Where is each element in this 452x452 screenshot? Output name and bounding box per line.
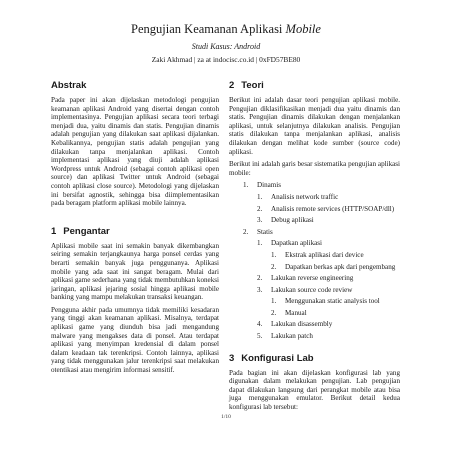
list-label: Manual [285,308,307,317]
lab-heading [229,353,400,365]
spacer [51,212,219,226]
list-item [271,263,400,272]
list-item [257,205,400,214]
list-item [271,309,400,318]
intro-number: 1 [51,225,57,237]
list-label: Debug aplikasi [271,216,314,225]
intro-heading [51,226,219,238]
list-item [257,320,400,329]
list-number: 1. [257,239,263,248]
list-item [257,239,400,271]
list-item [257,216,400,225]
list-label: Dapatkan aplikasi [271,239,323,248]
theory-paragraph-1: Berikut ini adalah dasar teori pengujian aplikasi mobile. Pengujian diklasifikasikan menjadi dua yaitu dinamis dan statis. Pengujian dinamis dilakukan dengan menjalankan aplikasi, untuk selanjutnya dilakukan analisis. Pengujian statis dilakukan tanpa menjalankan aplikasi, analisis dilakukan dengan melihat kode sumber (source code) aplikasi. [229,96,400,156]
list-number: 1. [271,297,277,306]
theory-heading-text: Teori [241,80,264,91]
list-number: 1. [257,192,263,201]
list-item [257,332,400,341]
list-number: 1. [271,250,277,259]
list-item [243,181,400,224]
methodology-list [243,181,400,340]
abstract-heading-text: Abstrak [51,80,87,91]
list-label: Dapatkan berkas apk dari pengembang [285,262,396,271]
list-label: Lakukan source code review [271,285,353,294]
lab-heading-text: Konfigurasi Lab [241,352,314,364]
page-number: 1/10 [221,414,231,420]
list-item [257,274,400,283]
paper-title [0,22,452,37]
theory-number: 2 [229,80,235,91]
list-label: Dinamis [257,181,282,190]
list-label: Lakukan reverse engineering [271,274,354,283]
lab-number: 3 [229,352,235,364]
list-number: 2. [257,204,263,213]
list-label: Analisis remote services (HTTP/SOAP/dll) [271,204,395,213]
list-number: 3. [257,216,263,225]
lab-paragraph-1: Pada bagian ini akan dijelaskan konfigurasi lab yang digunakan dalam melakukan pengujian. Lab pengujian dapat dilakukan langsung dari perangkat mobile atau bisa juga menggunakan emulator. Berikut detail kedua konfigurasi lab tersebut: [229,368,400,412]
sublist [257,193,400,225]
left-column [51,80,219,379]
list-number: 2. [243,227,249,236]
list-item [243,228,400,341]
title-italic-text: Mobile [285,22,321,36]
list-number: 2. [257,274,263,283]
list-number: 3. [257,285,263,294]
abstract-heading [51,80,219,92]
list-number: 2. [271,262,277,271]
author-line: Zaki Akhmad | za at indocisc.co.id | 0xFD57BE80 [151,55,301,64]
list-number: 2. [271,308,277,317]
list-item [257,286,400,318]
intro-paragraph-2: Pengguna akhir pada umumnya tidak memiliki kesadaran yang tinggi akan keamanan aplikasi. Misalnya, terdapat aplikasi game yang diunduh bisa jadi mengandung malware yang mengakses data di ponsel. Atau terdapat aplikasi yang menyimpan kredensial di dalam ponsel dalam keadaan tak terenkripsi. Contoh lainnya, aplikasi yang tidak menggunakan jalur terenkripsi saat melakukan otentikasi atau mengirim informasi sensitif. [51,305,219,375]
abstract-text: Pada paper ini akan dijelaskan metodologi pengujian keamanan aplikasi Android yang disertai dengan contoh implementasinya. Pengujian aplikasi secara teori terbagi menjadi dua, yaitu dinamis dan statis. Pengujian dinamis adalah pengujian yang dilakukan saat aplikasi dijalankan. Kebalikannya, pengujian statis adalah pengujian yang dilakukan tanpa menjalankan aplikasi. Contoh implementasi aplikasi yang diuji adalah aplikasi Wordpress untuk Android (sebagai contoh aplikasi open source) dan aplikasi Twitter untuk Android (sebagai contoh aplikasi close source). Metodologi yang dijelaskan ini bersifat agnostik, sehingga bisa diimplementasikan pada beragam platform aplikasi mobile lainnya. [51,96,219,208]
list-item [271,297,400,306]
list-number: 1. [243,181,249,190]
list-number: 4. [257,320,263,329]
list-number: 5. [257,332,263,341]
paper-subtitle: Studi Kasus: Android [191,42,261,51]
theory-heading [229,80,400,92]
list-item [271,251,400,260]
list-label: Menggunakan static analysis tool [285,297,380,306]
list-label: Ekstrak aplikasi dari device [285,250,364,259]
list-label: Lakukan patch [271,332,313,341]
intro-heading-text: Pengantar [63,225,110,237]
spacer [229,341,400,353]
list-label: Analisis network traffic [271,192,339,201]
intro-paragraph-1: Aplikasi mobile saat ini semakin banyak dikembangkan seiring semakin terjangkaunya harga ponsel cerdas yang berarti semakin banyak juga penggunanya. Aplikasi mobile yang ada saat ini sangat beragam. Mulai dari aplikasi game sederhana yang tidak membutuhkan koneksi jaringan, aplikasi jejaring sosial hingga aplikasi mobile banking yang mampu melakukan transaksi keuangan. [51,241,219,302]
title-main-text: Pengujian Keamanan Aplikasi [131,22,286,36]
sublist [271,297,400,317]
right-column [229,80,400,416]
list-item [257,193,400,202]
sublist [257,239,400,340]
theory-paragraph-2: Berikut ini adalah garis besar sistematika pengujian aplikasi mobile: [229,160,400,177]
list-label: Statis [257,227,273,236]
list-label: Lakukan disassembly [271,320,333,329]
sublist [271,251,400,271]
